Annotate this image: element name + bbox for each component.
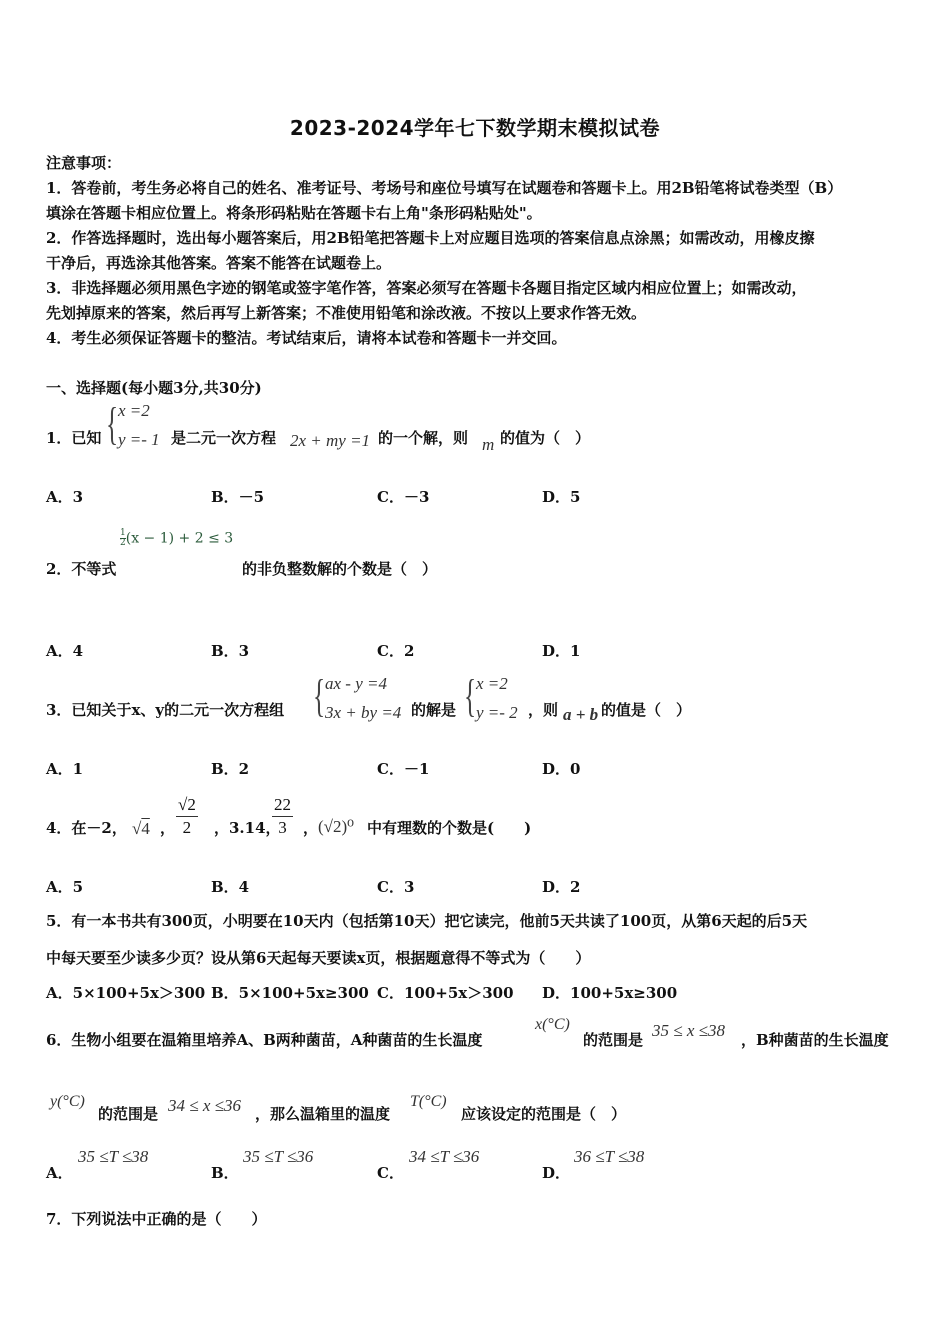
option-b[interactable]: B．5×100+5x≥300 [211,984,369,1002]
option-b[interactable]: B． [211,1164,239,1182]
option-c[interactable]: C．100+5x＞300 [377,984,514,1002]
option-a[interactable]: A．3 [46,488,84,506]
q1-text: 的值为（ ） [500,429,591,447]
option-c[interactable]: C． [377,1164,404,1182]
q4-stem: 4．在－2， [46,819,127,837]
option-c[interactable]: C．－1 [377,760,430,778]
q2-stem: 2．不等式 [46,560,117,578]
notice-line: 干净后，再选涂其他答案。答案不能答在试题卷上。 [46,254,392,272]
q2-text: 的非负整数解的个数是（ ） [242,560,438,578]
q4-power: (√2)⁰ [318,817,354,836]
q3-solution-line: x =2 [476,674,508,693]
notice-heading: 注意事项： [46,154,122,172]
q4-text: 中有理数的个数是( ) [367,819,532,837]
q1-text: 是二元一次方程 [171,429,277,447]
option-a-expression: 35 ≤T ≤38 [78,1147,149,1166]
section-heading: 一、选择题(每小题3分,共30分) [46,379,262,397]
q4-sqrt4: √4 [132,819,150,838]
q6-text: ，B种菌苗的生长温度 [741,1031,889,1049]
q4-text: ，3.14， [214,819,281,837]
option-a[interactable]: A．5 [46,878,84,896]
option-d[interactable]: D．0 [542,760,581,778]
q6-unit: x(°C) [535,1016,570,1033]
option-a[interactable]: A． [46,1164,73,1182]
q1-text: 的一个解，则 [378,429,469,447]
q6-text: 的范围是 [98,1105,159,1123]
option-b[interactable]: B．4 [211,878,250,896]
q7-stem: 7．下列说法中正确的是（ ） [46,1210,267,1228]
notice-line: 2．作答选择题时，选出每小题答案后，用2B铅笔把答题卡上对应题目选项的答案信息点涂黑；如需改动，用橡皮擦 [46,229,815,247]
q3-text: 的解是 [411,701,457,719]
option-d[interactable]: D．1 [542,642,581,660]
q3-stem: 3．已知关于x、y的二元一次方程组 [46,701,285,719]
option-b[interactable]: B．2 [211,760,250,778]
q3-text: ，则 [528,701,559,719]
option-c-expression: 34 ≤T ≤36 [409,1147,480,1166]
notice-line: 3．非选择题必须用黑色字迹的钢笔或签字笔作答，答案必须写在答题卡各题目指定区域内相应位置上；如需改动， [46,279,807,297]
q5-stem: 5．有一本书共有300页，小明要在10天内（包括第10天）把它读完，他前5天共读了100页，从第6天起的后5天 [46,912,808,930]
option-d-expression: 36 ≤T ≤38 [574,1147,645,1166]
q3-system-line: 3x + by =4 [325,703,402,722]
q3-expression: a + b [563,705,599,724]
q4-fraction: $\frac{22}{3}$ [274,795,291,837]
option-b[interactable]: B．－5 [211,488,265,506]
option-a[interactable]: A．1 [46,760,84,778]
q3-system-line: ax - y =4 [325,674,387,693]
q4-fraction: $\frac{√2}{2}$ [178,795,196,837]
option-c[interactable]: C．3 [377,878,415,896]
option-b[interactable]: B．3 [211,642,250,660]
notice-line: 先划掉原来的答案，然后再写上新答案；不准使用铅笔和涂改液。不按以上要求作答无效。 [46,304,647,322]
q4-text: ， [303,819,319,837]
brace-icon: { [313,670,326,721]
option-a[interactable]: A．4 [46,642,84,660]
q2-inequality: $\frac{1}{2}$ (x − 1) + 2 ≤ 3 [120,528,234,548]
q3-text: 的值是（ ） [601,701,692,719]
q6-range: 34 ≤ x ≤36 [168,1096,241,1115]
q1-variable: m [482,435,495,454]
option-d[interactable]: D．5 [542,488,581,506]
q6-text: ，那么温箱里的温度 [255,1105,391,1123]
page-title: 2023-2024学年七下数学期末模拟试卷 [289,116,661,140]
q3-solution-line: y =- 2 [476,703,518,722]
option-c[interactable]: C．2 [377,642,415,660]
q6-range: 35 ≤ x ≤38 [652,1021,725,1040]
q5-stem: 中每天要至少读多少页？设从第6天起每天要读x页，根据题意得不等式为（ ） [46,949,591,967]
brace-icon: { [464,670,477,721]
q6-stem: 6．生物小组要在温箱里培养A、B两种菌苗，A种菌苗的生长温度 [46,1031,483,1049]
q1-equation: 2x + my =1 [290,431,371,450]
q6-text: 的范围是 [583,1031,644,1049]
option-d[interactable]: D． [542,1164,571,1182]
q4-text: ， [160,819,176,837]
notice-line: 4．考生必须保证答题卡的整洁。考试结束后，请将本试卷和答题卡一并交回。 [46,329,567,347]
option-d[interactable]: D．2 [542,878,581,896]
q6-unit: T(°C) [410,1093,447,1110]
option-d[interactable]: D．100+5x≥300 [542,984,678,1002]
option-c[interactable]: C．－3 [377,488,430,506]
q1-stem: 1．已知 [46,429,102,447]
q6-text: 应该设定的范围是（ ） [461,1105,627,1123]
q1-system-line: x =2 [118,401,150,420]
q6-unit: y(°C) [50,1093,85,1110]
option-a[interactable]: A．5×100+5x＞300 [46,984,206,1002]
brace-icon: { [106,398,119,449]
notice-line: 1．答卷前，考生务必将自己的姓名、准考证号、考场号和座位号填写在试题卷和答题卡上。用2B铅笔将试卷类型（B） [46,179,843,197]
notice-line: 填涂在答题卡相应位置上。将条形码粘贴在答题卡右上角"条形码粘贴处"。 [46,204,542,222]
option-b-expression: 35 ≤T ≤36 [243,1147,314,1166]
q1-system-line: y =- 1 [118,430,160,449]
